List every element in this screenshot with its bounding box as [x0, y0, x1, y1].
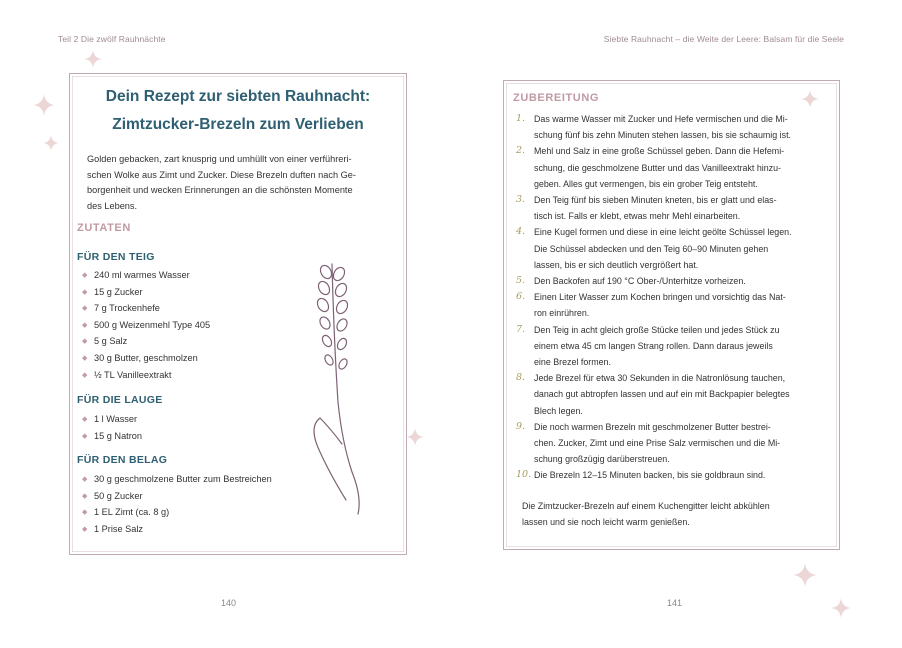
ingredient-item: ◆ 15 g Natron: [82, 428, 302, 445]
closing-text: Die Zimtzucker-Brezeln auf einem Kuchengitter leicht abkühlen lassen und sie noch leicht warm genießen.: [522, 501, 770, 528]
step-number: 1.: [516, 113, 526, 124]
bullet-icon: ◆: [82, 321, 88, 329]
ingredient-list-topping: [82, 471, 302, 537]
step-item: 3. Den Teig fünf bis sieben Minuten kneten, bis er glatt und elas- tisch ist. Falls er klebt, etwas mehr Mehl einarbeiten.: [516, 194, 777, 222]
bullet-icon: ◆: [82, 509, 88, 517]
step-item: 2. Mehl und Salz in eine große Schüssel geben. Dann die Hefemi- schung, die geschmolzene Butter und das Vanilleextrakt hinzu- geben. Alles gut vermengen, bis ein grober Teig entsteht.: [516, 145, 785, 189]
right-page: [451, 0, 902, 648]
sparkle-icon: [793, 563, 817, 587]
ingredient-item: ◆ 5 g Salz: [82, 333, 302, 350]
intro-line: schen Wolke aus Zimt und Zucker. Diese Brezeln duften nach Ge-: [87, 169, 356, 180]
sparkle-icon: [831, 598, 851, 618]
step-item: 10. Die Brezeln 12–15 Minuten backen, bis sie goldbraun sind.: [516, 467, 826, 483]
ingredient-item: ◆ 30 g Butter, geschmolzen: [82, 350, 302, 367]
ingredient-item: ◆ 50 g Zucker: [82, 488, 302, 505]
step-number: 5.: [516, 275, 526, 287]
ingredient-list-lye: [82, 411, 302, 444]
preparation-heading: ZUBEREITUNG: [513, 92, 600, 104]
intro-line: borgenheit und wecken Erinnerungen an die schönsten Momente: [87, 185, 353, 196]
step-item: 6. Einen Liter Wasser zum Kochen bringen und vorsichtig das Nat- ron einrühren.: [516, 291, 786, 319]
bullet-icon: ◆: [82, 272, 88, 279]
recipe-title-line2: Zimtzucker-Brezeln zum Verlieben: [112, 116, 364, 133]
step-number: 4.: [516, 226, 526, 238]
intro-line: Golden gebacken, zart knusprig und umhüllt von einer verführeri-: [87, 154, 352, 164]
step-number: 2.: [516, 145, 526, 157]
step-number: 3.: [516, 194, 526, 206]
ingredient-item: ◆ 1 l Wasser: [82, 411, 302, 428]
step-item: 1. Das warme Wasser mit Zucker und Hefe vermischen und die Mi- schung fünf bis zehn Minuten stehen lassen, bis sie schaumig ist.: [516, 113, 792, 141]
ingredient-item: ◆ 1 EL Zimt (ca. 8 g): [82, 504, 302, 521]
ingredient-list-dough: [82, 267, 302, 383]
ingredient-item: ◆ 7 g Trockenhefe: [82, 300, 302, 317]
ingredients-heading: ZUTATEN: [77, 222, 131, 234]
sparkle-icon: [406, 428, 424, 446]
step-item: 8. Jede Brezel für etwa 30 Sekunden in die Natronlösung tauchen, danach gut abtropfen lassen und auf ein mit Backpapier belegtes Blech legen.: [516, 372, 790, 416]
step-number: 9.: [516, 420, 526, 432]
group-heading-lye: FÜR DIE LAUGE: [77, 394, 163, 406]
bullet-icon: ◆: [82, 371, 88, 379]
bullet-icon: ◆: [82, 338, 88, 346]
running-head-right: Siebte Rauhnacht – die Weite der Leere: Balsam für die Seele: [603, 34, 844, 44]
sparkle-icon: [43, 135, 59, 151]
bullet-icon: ◆: [82, 416, 88, 423]
ingredient-item: ◆ 1 Prise Salz: [82, 521, 302, 538]
bullet-icon: ◆: [82, 354, 88, 362]
ingredient-item: ◆ ½ TL Vanilleextrakt: [82, 367, 302, 384]
step-list: [516, 111, 826, 484]
step-item: 9. Die noch warmen Brezeln mit geschmolzener Butter bestrei- chen. Zucker, Zimt und eine Prise Salz vermischen und die Mi- schung großzügig darüberstreuen.: [516, 420, 781, 465]
step-number: 8.: [516, 372, 526, 384]
bullet-icon: ◆: [82, 525, 88, 533]
step-item: 7. Den Teig in acht gleich große Stücke teilen und jedes Stück zu einem etwa 45 cm langen Strang rollen. Dann daraus jeweils eine Brezel formen.: [516, 323, 780, 368]
page-number-right: 141: [667, 598, 683, 608]
bullet-icon: ◆: [82, 432, 88, 440]
lavender-illustration: [290, 252, 390, 522]
step-number: 10.: [516, 469, 532, 481]
intro-line: des Lebens.: [87, 200, 138, 211]
step-number: 7.: [516, 323, 526, 335]
bullet-icon: ◆: [82, 305, 88, 313]
bullet-icon: ◆: [82, 492, 88, 500]
sparkle-icon: [84, 50, 102, 68]
running-head-left: Teil 2 Die zwölf Rauhnächte: [58, 34, 166, 44]
step-item: 5. Den Backofen auf 190 °C Ober-/Unterhitze vorheizen.: [516, 273, 826, 289]
step-number: 6.: [516, 291, 526, 303]
ingredient-item: ◆ 30 g geschmolzene Butter zum Bestreichen: [82, 471, 302, 488]
page-number-left: 140: [221, 598, 237, 608]
sparkle-icon: [33, 94, 55, 116]
recipe-title-line1: Dein Rezept zur siebten Rauhnacht:: [105, 88, 371, 105]
bullet-icon: ◆: [82, 476, 88, 483]
group-heading-dough: FÜR DEN TEIG: [77, 251, 155, 263]
step-item: 4. Eine Kugel formen und diese in eine leicht geölte Schüssel legen. Die Schüssel abdecken und den Teig 60–90 Minuten gehen lassen, bis er sich deutlich vergrößert hat.: [516, 226, 792, 270]
ingredient-item: ◆ 500 g Weizenmehl Type 405: [82, 317, 302, 334]
bullet-icon: ◆: [82, 288, 88, 296]
group-heading-topping: FÜR DEN BELAG: [77, 454, 168, 466]
recipe-card: [69, 73, 407, 555]
ingredient-item: ◆ 240 ml warmes Wasser: [82, 267, 302, 284]
intro-text: [87, 152, 385, 214]
preparation-card: [503, 80, 840, 550]
ingredient-item: ◆ 15 g Zucker: [82, 284, 302, 301]
